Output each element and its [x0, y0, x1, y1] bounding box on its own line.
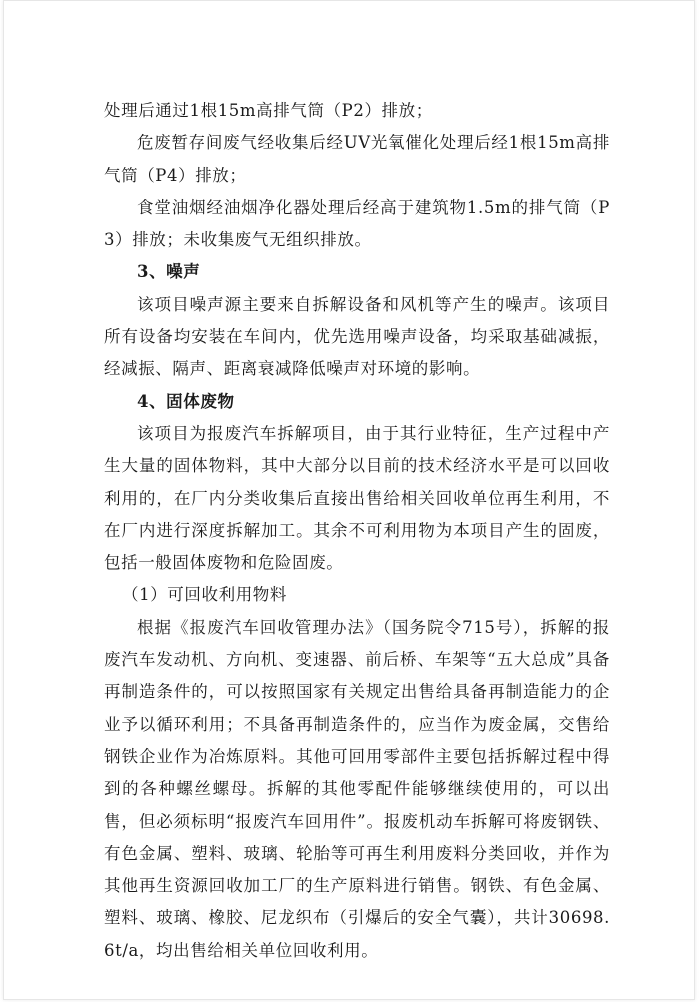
- document-page: [3, 0, 695, 1000]
- heading-solid-waste: 4、固体废物: [137, 391, 235, 411]
- paragraph-solid-waste: 该项目为报废汽车拆解项目，由于其行业特征，生产过程中产生大量的固体物料，其中大部分以目前的技术经济水平是可以回收利用的，在厂内分类收集后直接出售给相关回收单位再生利用，不在厂内进行深度拆解加工。其余不可利用物为本项目产生的固废，包括一般固体废物和危险固废。: [104, 423, 610, 573]
- paragraph-canteen-fumes: 食堂油烟经油烟净化器处理后经高于建筑物1.5m的排气筒（P3）排放；未收集废气无组织排放。: [104, 197, 610, 250]
- heading-noise: 3、噪声: [137, 262, 201, 282]
- paragraph-hazardous-waste-exhaust: 危废暂存间废气经收集后经UV光氧催化处理后经1根15m高排气筒（P4）排放；: [104, 133, 610, 185]
- document-body: [104, 95, 610, 967]
- heading-recyclable-materials: （1）可回收利用物料: [122, 585, 287, 605]
- paragraph-exhaust-p2: 处理后通过1根15m高排气筒（P2）排放；: [104, 101, 433, 120]
- paragraph-recyclable-materials: 根据《报废汽车回收管理办法》（国务院令715号），拆解的报废汽车发动机、方向机、变速器、前后桥、车架等“五大总成”具备再制造条件的，可以按照国家有关规定出售给具备再制造能力的企业予以循环利用；不具备再制造条件的，应当作为废金属，交售给钢铁企业作为冶炼原料。其他可回用零部件主要包括拆解过程中得到的各种螺丝螺母。拆解的其他零配件能够继续使用的，可以出售，但必须标明“报废汽车回用件”。报废机动车拆解可将废钢铁、有色金属、塑料、玻璃、轮胎等可再生利用废料分类回收，并作为其他再生资源回收加工厂的生产原料进行销售。钢铁、有色金属、塑料、玻璃、橡胶、尼龙织布（引爆后的安全气囊），共计30698.6t/a，均出售给相关单位回收利用。: [104, 617, 610, 960]
- paragraph-noise: 该项目噪声源主要来自拆解设备和风机等产生的噪声。该项目所有设备均安装在车间内，优先选用噪声设备，均采取基础减振，经减振、隔声、距离衰减降低噪声对环境的影响。: [104, 294, 610, 379]
